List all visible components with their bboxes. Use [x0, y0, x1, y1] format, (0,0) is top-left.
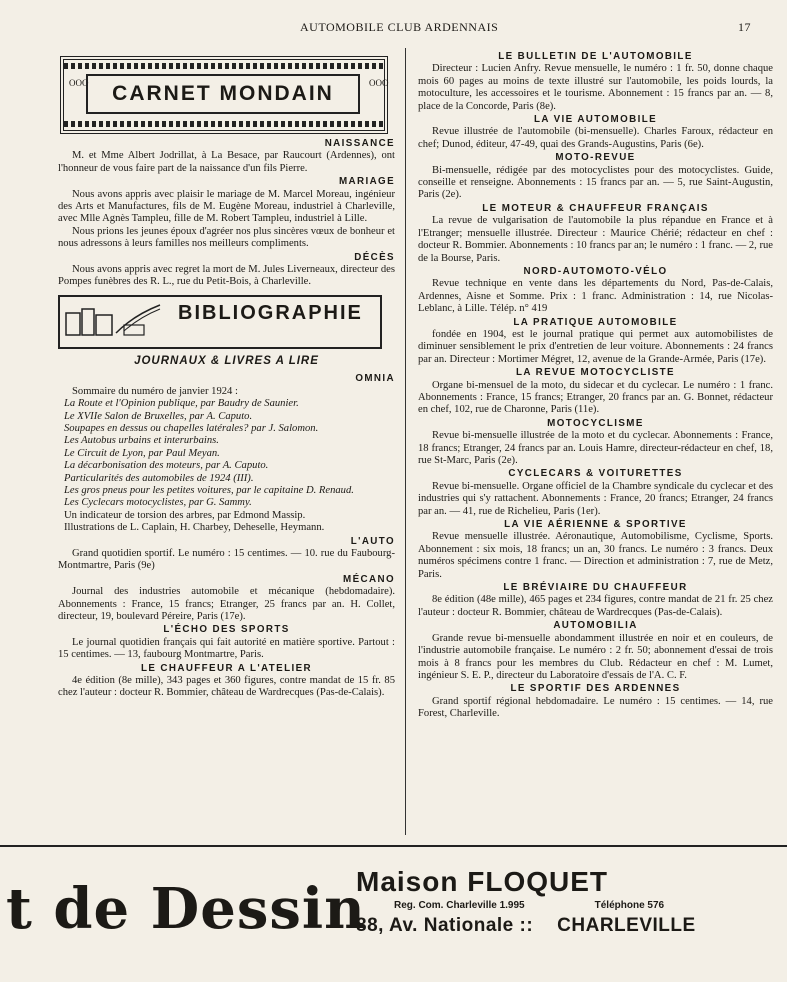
section-heading: LE CHAUFFEUR A L'ATELIER [140, 662, 313, 674]
advertisement [0, 850, 787, 982]
advert-reg-text: Reg. Com. Charleville 1.995 [394, 900, 525, 911]
paragraph: Grand quotidien sportif. Le numéro : 15 centimes. — 10. rue du Faubourg-Montmartre, Paris (9e) [58, 547, 395, 572]
page-number: 17 [738, 20, 751, 34]
list-item: Illustrations de L. Caplain, H. Charbey, Deheselle, Heymann. [64, 522, 325, 534]
paragraph: Nous avons appris avec regret la mort de M. Jules Liverneaux, directeur des Pompes funèbres des R. L., rue du Petit-Bois, à Charleville. [58, 264, 395, 288]
paragraph: Directeur : Lucien Anfry. Revue mensuelle, le numéro : 1 fr. 50, donne chaque mois 60 pages au moins de texte illustré sur l'automobile, les poids lourds, la motoculture, les accessoires et le tourisme. Abonnement : 15 francs par an. — 8, place de la Concorde, Paris (8e). [418, 63, 773, 112]
paragraph: La revue de vulgarisation de l'automobile la plus répandue en France et à l'Etranger; mensuelle illustrée. Directeur : Maurice Chérié; rédacteur en chef : docteur R. Bommier. Abonnements : 10 francs par an; le numéro : 1 franc. — 2, rue de la Bourse, Paris. [418, 215, 773, 264]
paragraph: Le journal quotidien français qui fait autorité en matière sportive. Partout : 15 centimes. — 13, faubourg Montmartre, Paris. [58, 636, 395, 661]
chain-border-bottom [64, 121, 384, 127]
section-heading: LA VIE AÉRIENNE & SPORTIVE [504, 519, 687, 531]
list-item: Particularités des automobiles de 1924 (III). [64, 472, 254, 484]
list-item: Les Cyclecars motocyclistes, par G. Sammy. [64, 497, 252, 509]
list-item: La Route et l'Opinion publique, par Baudry de Saunier. [64, 398, 299, 410]
paragraph: Journal des industries automobile et mécanique (hebdomadaire). Abonnements : France, 15 francs; Etranger, 25 francs par an. H. Collet, directeur, 19, boulevard Péreire, Paris (17e). [58, 586, 395, 622]
list-item: Les gros pneus pour les petites voitures, par le capitaine D. Renaud. [64, 484, 354, 496]
section-heading: NAISSANCE [324, 138, 395, 149]
paragraph: Revue illustrée de l'automobile (bi-mensuelle). Charles Faroux, rédacteur en chef; Dunod, éditeur, 47-49, quai des Grands-Augustins, Paris (6e). [418, 126, 773, 150]
right-column [418, 50, 773, 721]
advert-telephone: Téléphone 576 [594, 900, 665, 911]
carnet-mondain-box [60, 56, 388, 134]
section-heading: LE BRÉVIAIRE DU CHAUFFEUR [503, 582, 688, 594]
paragraph: fondée en 1904, est le journal pratique qui permet aux automobilistes de diminuer sensiblement le prix d'entretien de leur voiture. Abonnements : 24 francs par an. Directeur : Mortimer Mégret, 12, avenue de la Grande-Armée, Paris (17e). [418, 328, 773, 365]
section-heading: L'ÉCHO DES SPORTS [163, 624, 290, 636]
section-heading: LE SPORTIF DES ARDENNES [510, 683, 681, 695]
running-title: AUTOMOBILE CLUB ARDENNAIS [300, 20, 499, 34]
paragraph: Grande revue bi-mensuelle abondamment illustrée en noir et en couleurs, de l'industrie automobile française. Le numéro : 2 fr. 50; abonnement d'essai de trois mois à 8 francs pour les membres du Club. Rédacteur en chef : M. Lumet, ingénieur S. E. P., directeur du Laboratoire d'essais de l'A. C. F. [418, 632, 773, 681]
paragraph: Nous prions les jeunes époux d'agréer nos plus sincères vœux de bonheur et nous adressons à leurs familles nos meilleurs compliments. [58, 225, 395, 250]
bibliographie-title: BIBLIOGRAPHIE [178, 301, 363, 324]
section-heading: DÉCÈS [354, 251, 395, 263]
section-heading: LA REVUE MOTOCYCLISTE [516, 367, 675, 379]
advert-address: 88, Av. Nationale :: [356, 915, 534, 936]
column-divider [405, 48, 406, 835]
journaux-title: JOURNAUX & LIVRES A LIRE [134, 354, 319, 367]
section-heading: MÉCANO [343, 573, 395, 585]
paragraph: Grand sportif régional hebdomadaire. Le numéro : 15 centimes. — 14, rue Forest, Charleville. [418, 695, 773, 720]
section-heading: NORD-AUTOMOTO-VÉLO [523, 265, 668, 277]
section-heading: AUTOMOBILIA [553, 620, 638, 632]
paragraph: Revue bi-mensuelle illustrée de la moto et du cyclecar. Abonnements : France, 18 francs; Etranger, 24 francs par an. Louis Hamre, directeur-rédacteur en chef, 18, rue St-Marc, Paris (2e). [418, 430, 773, 466]
list-item: Soupapes en dessus ou chapelles latérales? par J. Salomon. [64, 422, 319, 434]
paragraph: Nous avons appris avec plaisir le mariage de M. Marcel Moreau, ingénieur des Arts et Manufactures, fils de M. Eugène Moreau, industriel à Charleville, avec Mlle Agnès Tampleu, fille de M. Robert Tampleu, industriel à Lille. [58, 188, 395, 225]
section-heading: OMNIA [355, 373, 395, 385]
section-heading: CYCLECARS & VOITURETTES [508, 468, 683, 480]
section-heading: LA PRATIQUE AUTOMOBILE [513, 316, 678, 328]
paragraph: Revue mensuelle illustrée. Aéronautique, Automobilisme, Cyclisme, Sports. Abonnement : six mois, 18 francs; un an, 30 francs. Le numéro : 3 francs. Deux numéros spécimens contre 1 franc. — Direction et administration : 7, rue de Metz, Paris. [418, 531, 773, 580]
carnet-side-ornament: OOO [369, 78, 389, 88]
advert-city: CHARLEVILLE [557, 915, 696, 936]
advert-brand: Maison FLOQUET [356, 866, 608, 897]
advert-floquet [356, 866, 766, 937]
section-heading: LE BULLETIN DE L'AUTOMOBILE [498, 51, 693, 62]
section-heading: MOTO-REVUE [555, 152, 636, 164]
list-item: Le XVIIe Salon de Bruxelles, par A. Caputo. [64, 410, 253, 422]
paragraph: Bi-mensuelle, rédigée par des motocyclistes pour des motocyclistes. Guide, conseille et renseigne. Abonnements : 15 francs par an. — 5, rue Saint-Augustin, Paris (2e). [418, 164, 773, 201]
advert-left-text: t de Dessin [6, 876, 366, 942]
paragraph: Sommaire du numéro de janvier 1924 : [72, 385, 238, 397]
list-item: Le Circuit de Lyon, par Paul Meyan. [64, 447, 220, 459]
chain-border-top [64, 63, 384, 69]
advert-address-line [356, 915, 766, 937]
page-header [0, 18, 787, 36]
section-heading: L'AUTO [350, 535, 395, 547]
carnet-side-ornament: OOO [69, 78, 89, 88]
paragraph: 4e édition (8e mille), 343 pages et 360 figures, contre mandat de 15 fr. 85 chez l'auteur : docteur R. Bommier, château de Wardrecques (Pas-de-Calais). [58, 675, 395, 699]
list-item: La décarbonisation des moteurs, par A. Caputo. [64, 460, 269, 472]
paragraph: Revue bi-mensuelle. Organe officiel de la Chambre syndicale du cyclecar et des industries qui s'y rattachent. Abonnements : France, 20 francs; Etranger, 24 francs par an. — 41, rue de Richelieu, Paris (1er). [418, 480, 773, 517]
carnet-title-frame [86, 74, 360, 114]
section-heading: MARIAGE [338, 176, 395, 188]
list-item: Un indicateur de torsion des arbres, par Edmond Massip. [64, 509, 306, 521]
paragraph: Revue technique en vente dans les départements du Nord, Pas-de-Calais, Ardennes, Aisne et Somme. Prix : 1 franc. Administration : 14, rue Nicolas-Leblanc, à Lille. Télép. n° 419 [418, 278, 773, 315]
bibliographie-banner [58, 295, 382, 349]
advert-divider [0, 845, 787, 847]
books-quill-icon [64, 303, 164, 337]
section-heading: LA VIE AUTOMOBILE [533, 114, 658, 126]
left-column [58, 50, 395, 700]
carnet-title: CARNET MONDAIN [112, 81, 334, 105]
section-heading: MOTOCYCLISME [547, 417, 644, 429]
list-item: Les Autobus urbains et interurbains. [64, 435, 219, 447]
paragraph: 8e édition (48e mille), 465 pages et 234 figures, contre mandat de 21 fr. 25 chez l'auteur : docteur R. Bommier, château de Wardrecques (Pas-de-Calais). [418, 594, 773, 618]
paragraph: Organe bi-mensuel de la moto, du sidecar et du cyclecar. Le numéro : 1 franc. Abonnements : France, 15 francs; Etranger, 20 francs par an. G. Bonnet, rédacteur en chef, 102, rue de Charonne, Paris (11e). [418, 379, 773, 416]
paragraph: M. et Mme Albert Jodrillat, à La Besace, par Raucourt (Ardennes), ont l'honneur de vous faire part de la naissance d'un fils Pierre. [58, 150, 395, 174]
advert-registration [394, 900, 766, 911]
section-heading: LE MOTEUR & CHAUFFEUR FRANÇAIS [482, 202, 709, 214]
